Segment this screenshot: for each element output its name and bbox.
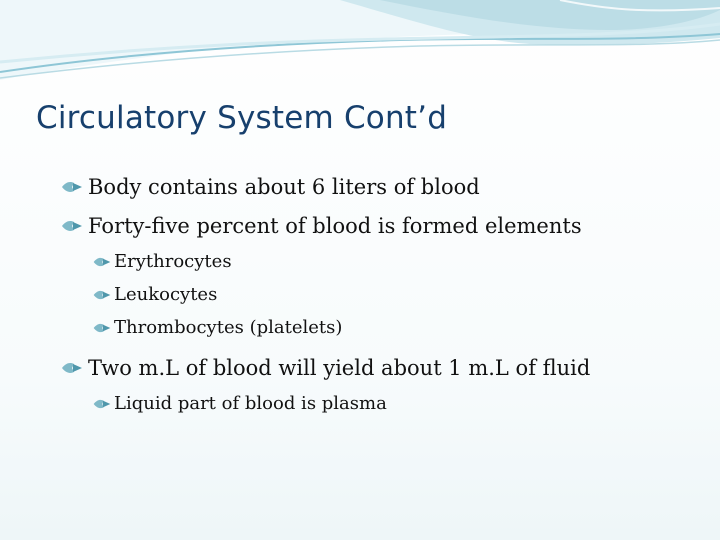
bullet-text: Liquid part of blood is plasma (114, 393, 387, 414)
sub-bullet-item (60, 250, 700, 274)
sub-bullet-item (60, 316, 700, 340)
bullet-text: Body contains about 6 liters of blood (88, 175, 480, 199)
bullet-text: Two m.L of blood will yield about 1 m.L of fluid (88, 356, 591, 380)
slide-title: Circulatory System Cont’d (36, 100, 448, 136)
bullet-icon (92, 256, 112, 268)
bullet-icon (92, 289, 112, 301)
sub-bullet-item (60, 392, 700, 416)
bullet-item (60, 211, 700, 241)
bullet-icon (92, 322, 112, 334)
bullet-text: Thrombocytes (platelets) (114, 317, 343, 338)
sub-bullet-item (60, 283, 700, 307)
bullet-icon (60, 361, 84, 375)
bullet-item (60, 172, 700, 202)
bullet-icon (92, 398, 112, 410)
bullet-text: Forty-five percent of blood is formed elements (88, 214, 582, 238)
bullet-icon (60, 180, 84, 194)
bullet-text: Leukocytes (114, 284, 218, 305)
bullet-text: Erythrocytes (114, 251, 232, 272)
bullet-icon (60, 219, 84, 233)
bullet-list (60, 172, 700, 425)
bullet-item (60, 353, 700, 383)
